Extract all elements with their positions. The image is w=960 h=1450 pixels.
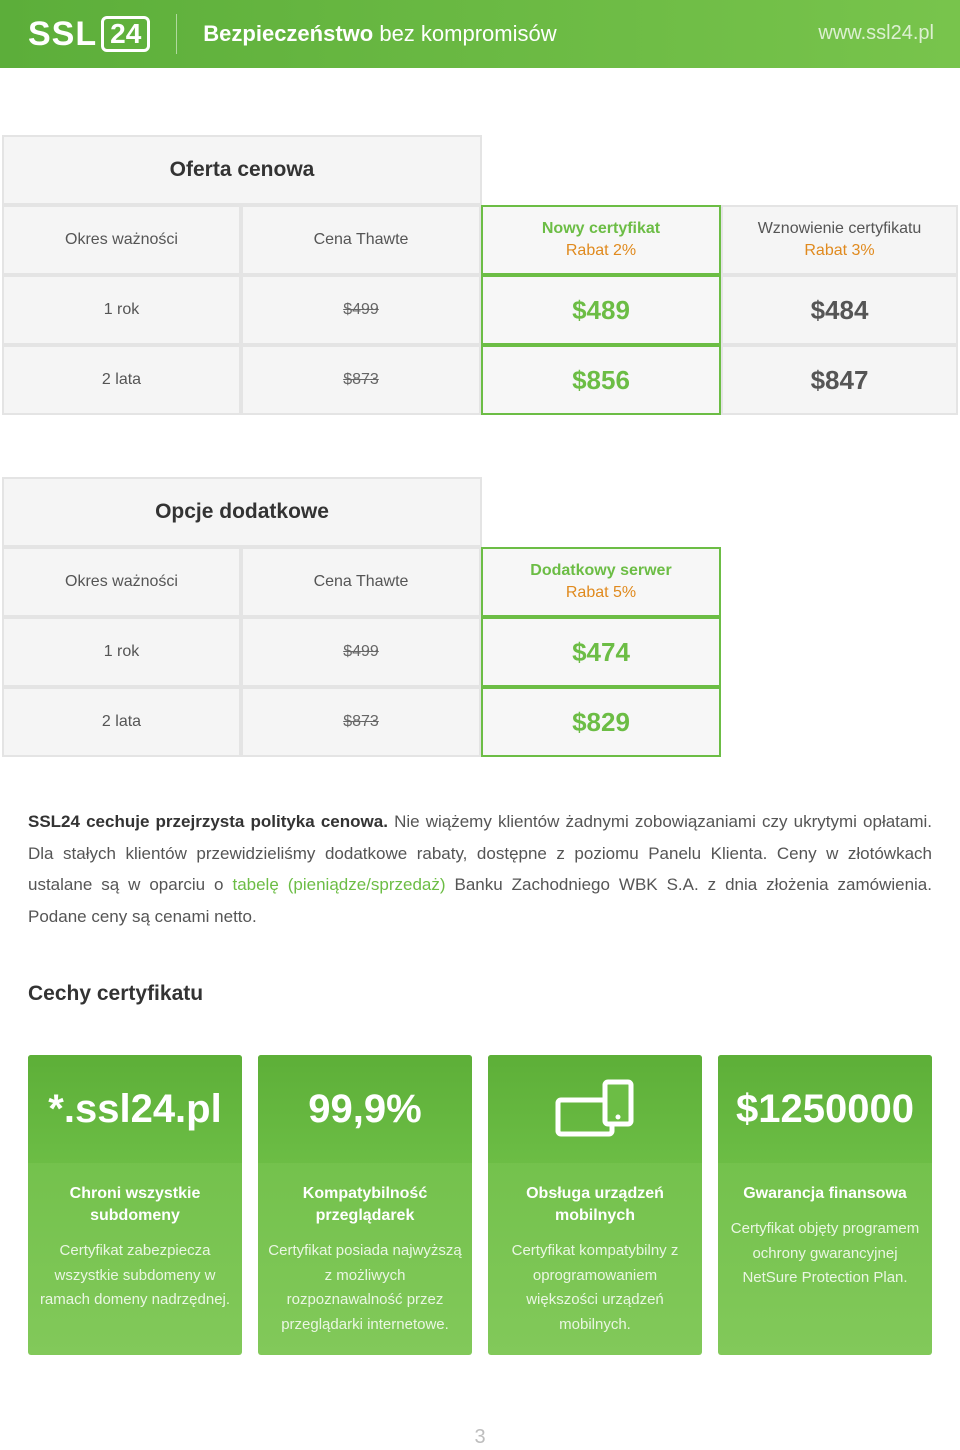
old-price: $873: [343, 713, 379, 730]
offer-row2-new: [481, 345, 721, 415]
tagline-rest: bez kompromisów: [373, 21, 557, 46]
tagline: [203, 21, 556, 47]
features-heading: Cechy certyfikatu: [28, 982, 204, 1005]
offer-row1-new: [481, 275, 721, 345]
exchange-table-link[interactable]: tabelę (pieniądze/sprzedaż): [232, 875, 446, 894]
offer-col-renew-label: Wznowienie certyfikatu: [757, 220, 922, 237]
paragraph-text2: Banku Zachodniego WBK S.A. z dnia złożenia zamówienia. Podane ceny są cenami netto.: [28, 875, 932, 926]
renew-price: $847: [810, 364, 869, 395]
old-price: $873: [343, 371, 379, 388]
feature-top-percent: 99,9%: [258, 1055, 472, 1163]
paragraph-text1: Nie wiążemy klientów żadnymi zobowiązaniami czy ukrytymi opłatami. Dla stałych klientów przewidzieliśmy dodatkowe rabaty, dostępne z poziomu Panelu Klienta. Ceny w złotówkach ustalane są w oparciu o: [28, 812, 933, 894]
page-number: 3: [474, 1426, 486, 1448]
new-price: $489: [572, 294, 630, 325]
new-price: $856: [572, 364, 630, 395]
offer-col-new-label: Nowy certyfikat: [541, 220, 661, 237]
options-row1-thawte: [241, 617, 481, 687]
paragraph-bold: SSL24 cechuje przejrzysta polityka cenowa.: [28, 812, 388, 831]
feature-title: Obsługa urządzeń mobilnych: [526, 1185, 664, 1224]
options-row1-period: 1 rok: [2, 617, 241, 687]
offer-col-new-discount: Rabat 2%: [565, 242, 637, 259]
feature-title: Chroni wszystkie subdomeny: [69, 1185, 201, 1224]
feature-desc: Certyfikat kompatybilny z oprogramowaniem większości urządzeń mobilnych.: [511, 1242, 679, 1333]
offer-col-period: Okres ważności: [2, 205, 241, 275]
options-row2-server: [481, 687, 721, 757]
logo-text: SSL: [28, 14, 98, 53]
feature-desc: Certyfikat objęty programem ochrony gwarancyjnej NetSure Protection Plan.: [730, 1220, 920, 1286]
feature-top-amount: $1250000: [718, 1055, 932, 1163]
feature-top-icon: [488, 1055, 702, 1163]
offer-title: Oferta cenowa: [2, 135, 482, 205]
options-col-server-discount: Rabat 5%: [565, 584, 637, 601]
feature-title: Gwarancja finansowa: [743, 1185, 907, 1202]
offer-row2-renew: [721, 345, 958, 415]
options-col-thawte: Cena Thawte: [241, 547, 481, 617]
devices-icon: [555, 1078, 635, 1140]
offer-col-renew: [721, 205, 958, 275]
pricing-policy-paragraph: [28, 806, 932, 932]
options-col-period: Okres ważności: [2, 547, 241, 617]
server-price: $474: [572, 636, 630, 667]
feature-card-warranty: [718, 1055, 932, 1355]
offer-col-renew-discount: Rabat 3%: [804, 242, 875, 259]
tagline-bold: Bezpieczeństwo: [203, 21, 374, 46]
feature-desc: Certyfikat zabezpiecza wszystkie subdomeny w ramach domeny nadrzędnej.: [39, 1242, 231, 1308]
ssl24-logo[interactable]: [28, 15, 150, 54]
feature-card-subdomains: [28, 1055, 242, 1355]
old-price: $499: [343, 643, 379, 660]
header-bar: [0, 0, 960, 68]
offer-row2-thawte: [241, 345, 481, 415]
feature-card-browsers: [258, 1055, 472, 1355]
options-row2-thawte: [241, 687, 481, 757]
site-url[interactable]: www.ssl24.pl: [818, 22, 934, 44]
options-title: Opcje dodatkowe: [2, 477, 482, 547]
offer-row1-thawte: [241, 275, 481, 345]
old-price: $499: [343, 301, 379, 318]
feature-card-mobile: [488, 1055, 702, 1355]
offer-row1-renew: [721, 275, 958, 345]
options-col-server: [481, 547, 721, 617]
logo-box: 24: [101, 16, 150, 52]
header-divider: [176, 14, 177, 54]
options-row2-period: 2 lata: [2, 687, 241, 757]
renew-price: $484: [810, 294, 869, 325]
feature-desc: Certyfikat posiada najwyższą z możliwych rozpoznawalność przez przeglądarki internetowe.: [268, 1242, 462, 1333]
options-row1-server: [481, 617, 721, 687]
server-price: $829: [572, 706, 630, 737]
offer-col-new: [481, 205, 721, 275]
options-col-server-label: Dodatkowy serwer: [530, 562, 672, 579]
offer-row2-period: 2 lata: [2, 345, 241, 415]
feature-top-domain: *.ssl24.pl: [28, 1055, 242, 1163]
offer-col-thawte: Cena Thawte: [241, 205, 481, 275]
feature-title: Kompatybilność przeglądarek: [302, 1185, 428, 1224]
offer-row1-period: 1 rok: [2, 275, 241, 345]
